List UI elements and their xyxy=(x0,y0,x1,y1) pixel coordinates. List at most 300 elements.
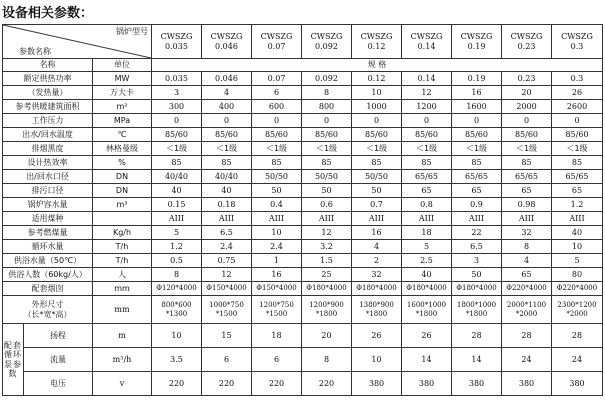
table-row-pump xyxy=(3,372,603,396)
model-header-label: 锅炉型号 xyxy=(116,27,148,36)
dimensions-label: 外形尺寸 xyxy=(31,300,64,310)
value-cell: 3 xyxy=(152,86,202,100)
row-unit: DN xyxy=(93,170,152,184)
value-cell: 8 xyxy=(152,268,202,282)
value-cell: 40/40 xyxy=(202,170,252,184)
row-unit: % xyxy=(93,156,152,170)
value-cell: 6 xyxy=(252,348,302,372)
value-cell: Φ220*4000 xyxy=(502,282,552,296)
value-cell: 5 xyxy=(402,240,452,254)
value-cell: 0.3 xyxy=(552,72,603,86)
model-header-cell xyxy=(152,25,202,59)
value-cell: 18 xyxy=(252,324,302,348)
value-cell xyxy=(302,296,352,324)
row-name: 额定供热功率 xyxy=(3,72,93,86)
value-cell: ＜1级 xyxy=(502,142,552,156)
value-cell: 0 xyxy=(552,114,603,128)
row-unit xyxy=(93,212,152,226)
table-row xyxy=(3,170,603,184)
value-cell: 0.15 xyxy=(152,198,202,212)
row-name: 配套烟囱 xyxy=(3,282,93,296)
row-unit: Kg/h xyxy=(93,226,152,240)
dimension-lw: 800*600 xyxy=(161,301,192,310)
value-cell: 85 xyxy=(302,156,352,170)
value-cell: ＜1级 xyxy=(202,142,252,156)
value-cell: 0.6 xyxy=(302,198,352,212)
value-cell: 380 xyxy=(502,372,552,396)
value-cell: 5 xyxy=(152,226,202,240)
value-cell: Φ180*4000 xyxy=(452,282,502,296)
value-cell: 65 xyxy=(552,184,603,198)
value-cell: 2 xyxy=(352,254,402,268)
value-cell xyxy=(402,296,452,324)
value-cell: 85/60 xyxy=(352,128,402,142)
model-series: CWSZG xyxy=(260,32,293,42)
value-cell: AIII xyxy=(552,212,603,226)
value-cell: Φ150*4000 xyxy=(202,282,252,296)
table-row xyxy=(3,282,603,296)
value-cell: 65 xyxy=(502,268,552,282)
value-cell: 0.07 xyxy=(252,72,302,86)
row-unit: 林格曼级 xyxy=(93,142,152,156)
value-cell: 380 xyxy=(552,372,603,396)
value-cell: 16 xyxy=(252,268,302,282)
value-cell: 50/50 xyxy=(352,170,402,184)
value-cell: 12 xyxy=(402,86,452,100)
value-cell: 400 xyxy=(202,100,252,114)
value-cell: 4 xyxy=(202,86,252,100)
dimension-lw: 1600*1000 xyxy=(406,301,447,310)
value-cell: 14 xyxy=(402,348,452,372)
row-unit: DN xyxy=(93,184,152,198)
value-cell xyxy=(352,296,402,324)
value-cell: 0.75 xyxy=(202,254,252,268)
value-cell: 85/60 xyxy=(302,128,352,142)
value-cell: 0 xyxy=(152,114,202,128)
value-cell: 8 xyxy=(502,240,552,254)
row-name: 设计热效率 xyxy=(3,156,93,170)
param-header-label: 参数名称 xyxy=(19,46,51,56)
dimension-lw: 1200*750 xyxy=(259,301,294,310)
value-cell: Φ180*4000 xyxy=(352,282,402,296)
value-cell: 12 xyxy=(202,268,252,282)
row-name: 出水/回水温度 xyxy=(3,128,93,142)
dimension-h: *1300 xyxy=(165,309,188,318)
value-cell: 28 xyxy=(552,324,603,348)
model-capacity: 0.035 xyxy=(165,41,188,51)
model-header-cell xyxy=(452,25,502,59)
value-cell: 32 xyxy=(502,226,552,240)
value-cell: 2600 xyxy=(552,100,603,114)
value-cell: 3.5 xyxy=(152,348,202,372)
value-cell: ＜1级 xyxy=(302,142,352,156)
value-cell: 85 xyxy=(452,156,502,170)
value-cell: 0.8 xyxy=(402,198,452,212)
value-cell: 85/60 xyxy=(502,128,552,142)
value-cell: 14 xyxy=(452,348,502,372)
row-unit: 人 xyxy=(93,268,152,282)
value-cell: 15 xyxy=(202,324,252,348)
row-unit: T/h xyxy=(93,240,152,254)
table-row xyxy=(3,254,603,268)
table-row-pump xyxy=(3,348,603,372)
value-cell: 85 xyxy=(152,156,202,170)
name-column-header: 名称 xyxy=(3,59,93,72)
value-cell: 40 xyxy=(402,268,452,282)
value-cell: 1.5 xyxy=(302,254,352,268)
value-cell: 28 xyxy=(502,324,552,348)
value-cell: 40 xyxy=(202,184,252,198)
model-capacity: 0.19 xyxy=(467,41,486,51)
value-cell: 24 xyxy=(552,348,603,372)
value-cell: 0.18 xyxy=(202,198,252,212)
value-cell: 85/60 xyxy=(252,128,302,142)
value-cell: 220 xyxy=(152,372,202,396)
value-cell: 0 xyxy=(202,114,252,128)
table-row xyxy=(3,86,603,100)
value-cell: 85/60 xyxy=(152,128,202,142)
dimension-h: *2000 xyxy=(566,309,588,318)
value-cell: 0 xyxy=(302,114,352,128)
value-cell: AIII xyxy=(302,212,352,226)
value-cell: Φ150*4000 xyxy=(252,282,302,296)
value-cell: 32 xyxy=(352,268,402,282)
value-cell: 50 xyxy=(452,268,502,282)
model-capacity: 0.14 xyxy=(417,41,436,51)
value-cell: 380 xyxy=(352,372,402,396)
value-cell: 1200 xyxy=(402,100,452,114)
value-cell: 65 xyxy=(502,184,552,198)
value-cell: 2.4 xyxy=(252,240,302,254)
row-name: 供浴水量（50℃） xyxy=(3,254,93,268)
value-cell: 1 xyxy=(252,254,302,268)
dimension-h: *1800 xyxy=(465,309,488,318)
value-cell: 5 xyxy=(552,254,603,268)
value-cell xyxy=(202,296,252,324)
value-cell: 26 xyxy=(352,324,402,348)
model-series: CWSZG xyxy=(360,32,393,42)
value-cell: 1.2 xyxy=(552,198,603,212)
value-cell: 4 xyxy=(352,240,402,254)
value-cell: 40 xyxy=(152,184,202,198)
value-cell: 0.9 xyxy=(452,198,502,212)
table-row xyxy=(3,114,603,128)
value-cell: 85 xyxy=(402,156,452,170)
value-cell: 40 xyxy=(552,226,603,240)
value-cell: 22 xyxy=(452,226,502,240)
value-cell: 6 xyxy=(252,86,302,100)
table-row xyxy=(3,226,603,240)
value-cell: 0.12 xyxy=(352,72,402,86)
value-cell: 600 xyxy=(252,100,302,114)
pump-group-label-line: 泵参 xyxy=(4,359,22,369)
value-cell: 20 xyxy=(302,324,352,348)
value-cell xyxy=(452,296,502,324)
value-cell: 220 xyxy=(252,372,302,396)
table-row xyxy=(3,72,603,86)
value-cell: ＜1级 xyxy=(452,142,502,156)
row-name: 循环水量 xyxy=(3,240,93,254)
row-name: 电压 xyxy=(24,372,93,396)
value-cell: 85 xyxy=(502,156,552,170)
value-cell: 0.035 xyxy=(152,72,202,86)
value-cell: 85 xyxy=(352,156,402,170)
dimension-h: *1800 xyxy=(365,309,388,318)
value-cell: 65/65 xyxy=(452,170,502,184)
value-cell: 10 xyxy=(352,86,402,100)
row-name: 出/回水口径 xyxy=(3,170,93,184)
row-unit: ℃ xyxy=(93,128,152,142)
value-cell: 6 xyxy=(202,348,252,372)
row-name: 参考燃煤量 xyxy=(3,226,93,240)
row-name: 扬程 xyxy=(24,324,93,348)
table-row xyxy=(3,100,603,114)
value-cell: ＜1级 xyxy=(402,142,452,156)
value-cell: 0 xyxy=(502,114,552,128)
dimension-h: *1800 xyxy=(315,309,338,318)
value-cell: AIII xyxy=(152,212,202,226)
value-cell: 8 xyxy=(302,348,352,372)
value-cell: 26 xyxy=(552,86,603,100)
dimension-h: *1500 xyxy=(265,309,288,318)
value-cell: 220 xyxy=(302,372,352,396)
dimension-lw: 1380*900 xyxy=(359,301,394,310)
value-cell: 1000 xyxy=(352,100,402,114)
row-unit: v xyxy=(93,372,152,396)
dimension-lw: 1000*750 xyxy=(209,301,244,310)
value-cell: 0.5 xyxy=(152,254,202,268)
value-cell: 50 xyxy=(352,184,402,198)
row-unit: MPa xyxy=(93,114,152,128)
value-cell: 50 xyxy=(252,184,302,198)
value-cell: 0 xyxy=(402,114,452,128)
dimension-lw: 1200*900 xyxy=(309,301,344,310)
value-cell: 85/60 xyxy=(452,128,502,142)
model-series: CWSZG xyxy=(561,32,593,42)
table-row xyxy=(3,156,603,170)
spec-column-header: 规 格 xyxy=(152,59,603,72)
pump-group-label xyxy=(3,324,24,396)
row-unit: mm xyxy=(93,296,152,324)
model-header-cell xyxy=(202,25,252,59)
value-cell: Φ120*4000 xyxy=(152,282,202,296)
value-cell: 0.23 xyxy=(502,72,552,86)
value-cell: 25 xyxy=(302,268,352,282)
model-capacity: 0.12 xyxy=(367,41,386,51)
value-cell: 65/65 xyxy=(402,170,452,184)
row-name: 排污口径 xyxy=(3,184,93,198)
value-cell: 0.046 xyxy=(202,72,252,86)
value-cell: 220 xyxy=(202,372,252,396)
value-cell: 0 xyxy=(352,114,402,128)
table-row xyxy=(3,128,603,142)
value-cell: 2.4 xyxy=(202,240,252,254)
row-name: 适用煤种 xyxy=(3,212,93,226)
value-cell: 28 xyxy=(452,324,502,348)
value-cell xyxy=(552,296,603,324)
value-cell: 4 xyxy=(502,254,552,268)
dimension-lw: 2000*1100 xyxy=(506,301,547,310)
value-cell: ＜1级 xyxy=(552,142,603,156)
row-unit: m² xyxy=(93,100,152,114)
value-cell: 24 xyxy=(502,348,552,372)
model-capacity: 0.07 xyxy=(267,41,286,51)
value-cell: 0.98 xyxy=(502,198,552,212)
value-cell: 1.2 xyxy=(152,240,202,254)
value-cell: 6.5 xyxy=(452,240,502,254)
value-cell: 10 xyxy=(352,348,402,372)
value-cell: 85 xyxy=(252,156,302,170)
value-cell: ＜1级 xyxy=(352,142,402,156)
value-cell: 50/50 xyxy=(302,170,352,184)
value-cell: 0.19 xyxy=(452,72,502,86)
value-cell: 16 xyxy=(352,226,402,240)
pump-group-label-line: 数 xyxy=(8,368,18,378)
value-cell: 65/65 xyxy=(502,170,552,184)
value-cell: 0 xyxy=(452,114,502,128)
dimension-h: *2000 xyxy=(515,309,538,318)
table-row xyxy=(3,268,603,282)
value-cell: AIII xyxy=(502,212,552,226)
value-cell xyxy=(152,296,202,324)
value-cell: 26 xyxy=(402,324,452,348)
value-cell: 8 xyxy=(302,86,352,100)
table-row xyxy=(3,184,603,198)
table-row xyxy=(3,198,603,212)
value-cell: Φ180*4000 xyxy=(302,282,352,296)
model-capacity: 0.23 xyxy=(517,41,536,51)
row-unit: 万大卡 xyxy=(93,86,152,100)
table-row xyxy=(3,142,603,156)
value-cell: Φ220*4000 xyxy=(552,282,603,296)
value-cell: 50 xyxy=(302,184,352,198)
value-cell: 10 xyxy=(252,226,302,240)
model-header-cell xyxy=(252,25,302,59)
row-unit: m xyxy=(93,324,152,348)
value-cell: Φ180*4000 xyxy=(402,282,452,296)
value-cell: 18 xyxy=(402,226,452,240)
value-cell: 0 xyxy=(252,114,302,128)
diagonal-header-cell xyxy=(3,25,152,59)
value-cell: 2000 xyxy=(502,100,552,114)
value-cell: 85/60 xyxy=(552,128,603,142)
value-cell: 80 xyxy=(552,268,603,282)
row-unit: m³ xyxy=(93,198,152,212)
subheader-row xyxy=(3,59,603,72)
value-cell: 50/50 xyxy=(252,170,302,184)
row-name: 供浴人数（60kg/人） xyxy=(3,268,93,282)
value-cell: 380 xyxy=(402,372,452,396)
model-capacity: 0.3 xyxy=(570,41,584,51)
row-name: 排烟黑度 xyxy=(3,142,93,156)
value-cell: 800 xyxy=(302,100,352,114)
dimension-h: *1800 xyxy=(415,309,438,318)
value-cell: 3.2 xyxy=(302,240,352,254)
model-header-cell xyxy=(302,25,352,59)
table-row-pump xyxy=(3,324,603,348)
row-unit: mm xyxy=(93,282,152,296)
value-cell: 0.7 xyxy=(352,198,402,212)
table-row xyxy=(3,240,603,254)
dimension-lw: 1800*1000 xyxy=(456,301,497,310)
dimension-lw: 2300*1200 xyxy=(557,301,597,310)
value-cell: 0.092 xyxy=(302,72,352,86)
model-header-cell xyxy=(402,25,452,59)
value-cell: 0.4 xyxy=(252,198,302,212)
value-cell: 10 xyxy=(552,240,603,254)
value-cell: 6.5 xyxy=(202,226,252,240)
value-cell: 12 xyxy=(302,226,352,240)
model-header-cell xyxy=(352,25,402,59)
spec-table xyxy=(2,24,603,396)
value-cell xyxy=(502,296,552,324)
value-cell xyxy=(252,296,302,324)
row-name: 流量 xyxy=(24,348,93,372)
model-series: CWSZG xyxy=(310,32,343,42)
value-cell: 3 xyxy=(452,254,502,268)
model-series: CWSZG xyxy=(160,32,193,42)
model-series: CWSZG xyxy=(410,32,443,42)
value-cell: ＜1级 xyxy=(252,142,302,156)
page-title: 设备相关参数： xyxy=(2,6,94,21)
row-name: 参考供暖建筑面积 xyxy=(3,100,93,114)
row-name: 工作压力 xyxy=(3,114,93,128)
value-cell: 20 xyxy=(502,86,552,100)
dimension-h: *1500 xyxy=(215,309,238,318)
value-cell: 85 xyxy=(552,156,603,170)
value-cell: 65/65 xyxy=(552,170,603,184)
pump-group-label-line: 循环 xyxy=(4,350,22,360)
model-header-cell xyxy=(502,25,552,59)
value-cell: 85/60 xyxy=(202,128,252,142)
value-cell: AIII xyxy=(452,212,502,226)
value-cell: ＜1级 xyxy=(152,142,202,156)
value-cell: AIII xyxy=(402,212,452,226)
row-unit: T/h xyxy=(93,254,152,268)
row-unit: m³/h xyxy=(93,348,152,372)
dimensions-sublabel: （长*宽*高） xyxy=(23,309,72,319)
model-header-cell xyxy=(552,25,603,59)
header-row xyxy=(3,25,603,59)
value-cell: 40/40 xyxy=(152,170,202,184)
row-name: （发热量） xyxy=(3,86,93,100)
model-series: CWSZG xyxy=(460,32,493,42)
value-cell: 2.5 xyxy=(402,254,452,268)
value-cell: AIII xyxy=(252,212,302,226)
value-cell: 16 xyxy=(452,86,502,100)
table-row-dimensions xyxy=(3,296,603,324)
value-cell: 0.14 xyxy=(402,72,452,86)
value-cell: 380 xyxy=(452,372,502,396)
value-cell: 1600 xyxy=(452,100,502,114)
model-capacity: 0.046 xyxy=(215,41,238,51)
value-cell: 85 xyxy=(202,156,252,170)
value-cell: 300 xyxy=(152,100,202,114)
value-cell: 10 xyxy=(152,324,202,348)
model-capacity: 0.092 xyxy=(315,41,338,51)
value-cell: 85/60 xyxy=(402,128,452,142)
value-cell: 65 xyxy=(402,184,452,198)
value-cell: AIII xyxy=(352,212,402,226)
table-row xyxy=(3,212,603,226)
model-series: CWSZG xyxy=(210,32,243,42)
model-series: CWSZG xyxy=(510,32,543,42)
unit-column-header: 单位 xyxy=(93,59,152,72)
row-name: 锅炉容水量 xyxy=(3,198,93,212)
pump-group-label-line: 配套 xyxy=(4,341,22,351)
row-name xyxy=(3,296,93,324)
value-cell: 65 xyxy=(452,184,502,198)
